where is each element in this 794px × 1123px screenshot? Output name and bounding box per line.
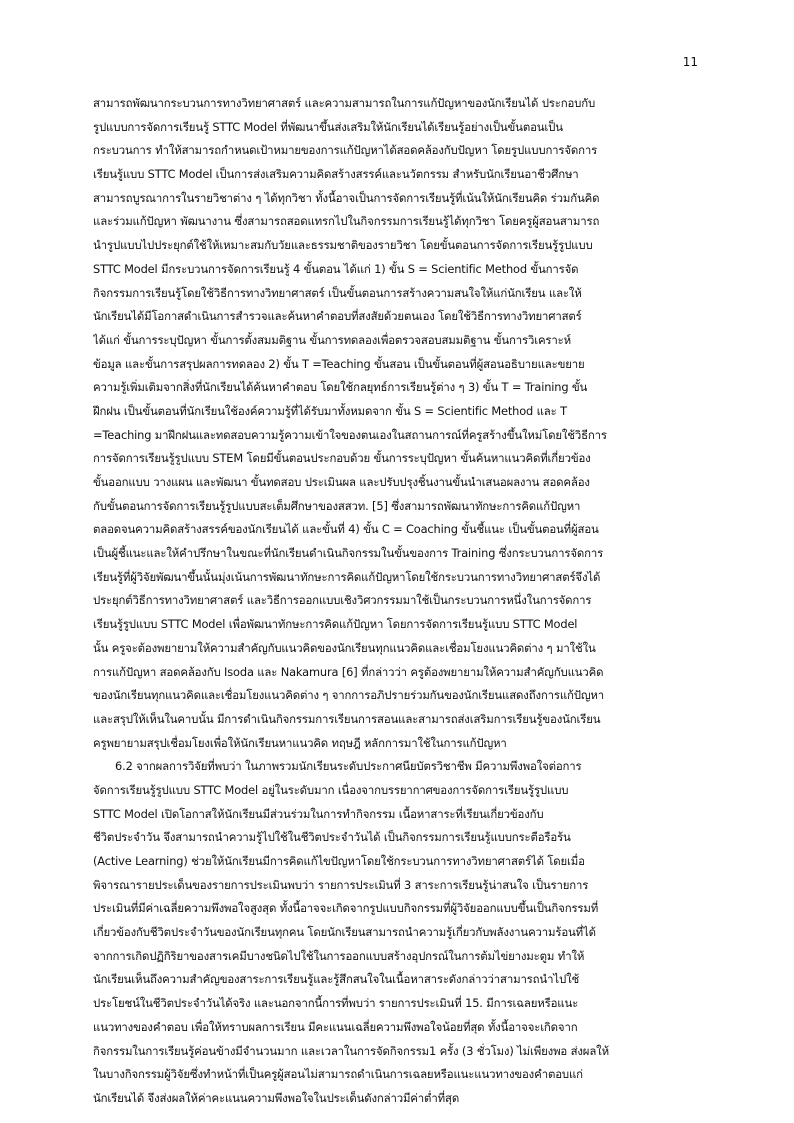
text-line: ข้อมูล และขั้นการสรุปผลการทดลอง 2) ขั้น T =Teaching ขั้นสอน เป็นขั้นตอนที่ผู้สอนอธิบายและขยาย [93, 356, 585, 371]
text-line: เรียนรู้แบบ STTC Model เป็นการส่งเสริมความคิดสร้างสรรค์และนวัตกรรม สำหรับนักเรียนอาชีวศึกษา [93, 167, 579, 182]
text-line: เรียนรู้ที่ผู้วิจัยพัฒนาขึ้นนั้นมุ่งเน้นการพัฒนาทักษะการคิดแก้ปัญหาโดยใช้กระบวนการทางวิทยาศาสตร์จึงได้ [93, 569, 601, 584]
text-line: เป็นผู้ชี้แนะและให้คำปรึกษาในขณะที่นักเรียนดำเนินกิจกรรมในขั้นของการ Training ซึ่งกระบวนการจัดการ [93, 546, 604, 561]
text-line: ในบางกิจกรรมผู้วิจัยซึ่งทำหน้าที่เป็นครูผู้สอนไม่สามารถดำเนินการเฉลยหรือแนะแนวทางของคำตอบแก่ [93, 1067, 583, 1082]
text-line: รูปแบบการจัดการเรียนรู้ STTC Model ที่พัฒนาขึ้นส่งเสริมให้นักเรียนได้เรียนรู้อย่างเป็นขั้นตอนเป็น [93, 119, 563, 134]
text-line: เรียนรู้รูปแบบ STTC Model เพื่อพัฒนาทักษะการคิดแก้ปัญหา โดยการจัดการเรียนรู้แบบ STTC Model [93, 617, 578, 632]
text-line: ประโยชน์ในชีวิตประจำวันได้จริง และนอกจากนี้การที่พบว่า รายการประเมินที่ 15. มีการเฉลยหรือแนะ [93, 996, 579, 1011]
text-line: สามารถบูรณาการในรายวิชาต่าง ๆ ได้ทุกวิชา ทั้งนี้อาจเป็นการจัดการเรียนรู้ที่เน้นให้นักเรียนคิด ร่วมกันคิด [93, 190, 600, 205]
text-line: พิจารณารายประเด็นของรายการประเมินพบว่า รายการประเมินที่ 3 สาระการเรียนรู้น่าสนใจ เป็นรายการ [93, 877, 589, 892]
text-line: ความรู้เพิ่มเติมจากสิ่งที่นักเรียนได้ค้นหาคำตอบ โดยใช้กลยุทธ์การเรียนรู้ต่าง ๆ 3) ขั้น T = Training ขั้น [93, 380, 588, 395]
text-line: ตลอดจนความคิดสร้างสรรค์ของนักเรียนได้ และขั้นที่ 4) ขั้น C = Coaching ขั้นชี้แนะ เป็นขั้นตอนที่ผู้สอน [93, 522, 599, 537]
text-line: ฝึกฝน เป็นขั้นตอนที่นักเรียนใช้องค์ความรู้ที่ได้รับมาทั้งหมดจาก ขั้น S = Scientific Method และ T [93, 403, 567, 418]
text-line: แนวทางของคำตอบ เพื่อให้ทราบผลการเรียน มีคะแนนเฉลี่ยความพึงพอใจน้อยที่สุด ทั้งนี้อาจจะเกิดจาก [93, 1019, 578, 1034]
text-line: ประยุกต์วิธีการทางวิทยาศาสตร์ และวิธีการออกแบบเชิงวิศวกรรมมาใช้เป็นกระบวนการหนึ่งในการจัดการ [93, 593, 592, 608]
text-line: เกี่ยวข้องกับชีวิตประจำวันของนักเรียนทุกคน โดยนักเรียนสามารถนำความรู้เกี่ยวกับพลังงานความร้อนที่ได้ [93, 925, 596, 940]
text-line: กิจกรรมการเรียนรู้โดยใช้วิธีการทางวิทยาศาสตร์ เป็นขั้นตอนการสร้างความสนใจให้แก่นักเรียน และให้ [93, 285, 582, 300]
text-line: และสรุปให้เห็นในคาบนั้น มีการดำเนินกิจกรรมการเรียนการสอนและสามารถส่งเสริมการเรียนรู้ของนักเรียน [93, 711, 601, 726]
text-line: นำรูปแบบไปประยุกต์ใช้ให้เหมาะสมกับวัยและธรรมชาติของรายวิชา โดยขั้นตอนการจัดการเรียนรู้รูปแบบ [93, 238, 593, 253]
text-line: STTC Model มีกระบวนการจัดการเรียนรู้ 4 ขั้นตอน ได้แก่ 1) ขั้น S = Scientific Method ขั้นการจัด [93, 261, 579, 276]
text-line: จัดการเรียนรู้รูปแบบ STTC Model อยู่ในระดับมาก เนื่องจากบรรยากาศของการจัดการเรียนรู้รูปแบบ [93, 782, 569, 797]
text-line: กิจกรรมในการเรียนรู้ค่อนข้างมีจำนวนมาก และเวลาในการจัดกิจกรรม1 ครั้ง (3 ชั่วโมง) ไม่เพียงพอ ส่งผลให้ [93, 1043, 609, 1058]
text-line: (Active Learning) ช่วยให้นักเรียนมีการคิดแก้ไขปัญหาโดยใช้กระบวนการทางวิทยาศาสตร์ได้ โดยเมื่อ [93, 854, 585, 868]
text-line: จากการเกิดปฏิกิริยาของสารเคมีบางชนิดไปใช้ในการออกแบบสร้างอุปกรณ์ในการต้มไข่ยางมะตูม ทำให้ [93, 948, 585, 963]
text-line: นักเรียนได้มีโอกาสดำเนินการสำรวจและค้นหาคำตอบที่สงสัยด้วยตนเอง โดยใช้วิธีการทางวิทยาศาสตร์ [93, 309, 582, 324]
text-line: STTC Model เปิดโอกาสให้นักเรียนมีส่วนร่วมในการทำกิจกรรม เนื้อหาสาระที่เรียนเกี่ยวข้องกับ [93, 806, 544, 821]
text-line: ชีวิตประจำวัน จึงสามารถนำความรู้ไปใช้ในชีวิตประจำวันได้ เป็นกิจกรรมการเรียนรู้แบบกระตือรือร้น [93, 830, 571, 845]
text-line: กับขั้นตอนการจัดการเรียนรู้รูปแบบสะเต็มศึกษาของสสวท. [5] ซึ่งสามารถพัฒนาทักษะการคิดแก้ปัญหา [93, 498, 581, 513]
text-line: นั้น ครูจะต้องพยายามให้ความสำคัญกับแนวคิดของนักเรียนทุกแนวคิดและเชื่อมโยงแนวคิดต่าง ๆ มาใช้ใน [93, 640, 596, 655]
text-line: นักเรียนได้ จึงส่งผลให้ค่าคะแนนความพึงพอใจในประเด็นดังกล่าวมีค่าต่ำที่สุด [93, 1090, 460, 1105]
text-line: สามารถพัฒนากระบวนการทางวิทยาศาสตร์ และความสามารถในการแก้ปัญหาของนักเรียนได้ ประกอบกับ [93, 96, 596, 110]
text-line: ของนักเรียนทุกแนวคิดและเชื่อมโยงแนวคิดต่าง ๆ จากการอภิปรายร่วมกันของนักเรียนแสดงถึงการแก้ปัญหา [93, 688, 605, 703]
text-line: ครูพยายามสรุปเชื่อมโยงเพื่อให้นักเรียนหาแนวคิด ทฤษฎี หลักการมาใช้ในการแก้ปัญหา [93, 735, 507, 750]
page-number: 11 [682, 55, 698, 69]
text-line: ประเมินที่มีค่าเฉลี่ยความพึงพอใจสูงสุด ทั้งนี้อาจจะเกิดจากรูปแบบกิจกรรมที่ผู้วิจัยออกแบบขึ้นเป็นกิจกรรมที่ [93, 901, 599, 916]
text-line: การแก้ปัญหา สอดคล้องกับ Isoda และ Nakamura [6] ที่กล่าวว่า ครูต้องพยายามให้ความสำคัญกับแนวคิด [93, 664, 604, 679]
body-text [93, 92, 705, 1111]
text-line: นักเรียนเห็นถึงความสำคัญของสาระการเรียนรู้และรู้สึกสนใจในเนื้อหาสาระดังกล่าวว่าสามารถนำไปใช้ [93, 972, 580, 987]
text-line: การจัดการเรียนรู้รูปแบบ STEM โดยมีขั้นตอนประกอบด้วย ขั้นการระบุปัญหา ขั้นค้นหาแนวคิดที่เกี่ยวข้อง [93, 451, 591, 466]
text-line: =Teaching มาฝึกฝนและทดสอบความรู้ความเข้าใจของตนเองในสถานการณ์ที่ครูสร้างขึ้นใหม่โดยใช้วิธีการ [93, 427, 607, 442]
text-line: ได้แก่ ขั้นการระบุปัญหา ขั้นการตั้งสมมติฐาน ขั้นการทดลองเพื่อตรวจสอบสมมติฐาน ขั้นการวิเคราะห์ [93, 332, 571, 347]
text-line: และร่วมแก้ปัญหา พัฒนางาน ซึ่งสามารถสอดแทรกไปในกิจกรรมการเรียนรู้ได้ทุกวิชา โดยครูผู้สอนสามารถ [93, 214, 600, 229]
text-line: 6.2 จากผลการวิจัยที่พบว่า ในภาพรวมนักเรียนระดับประกาศนียบัตรวิชาชีพ มีความพึงพอใจต่อการ [115, 759, 582, 774]
text-line: ขั้นออกแบบ วางแผน และพัฒนา ขั้นทดสอบ ประเมินผล และปรับปรุงชิ้นงานขั้นนำเสนอผลงาน สอดคล้อง [93, 475, 590, 489]
text-line: กระบวนการ ทำให้สามารถกำหนดเป้าหมายของการแก้ปัญหาได้สอดคล้องกับปัญหา โดยรูปแบบการจัดการ [93, 143, 598, 158]
